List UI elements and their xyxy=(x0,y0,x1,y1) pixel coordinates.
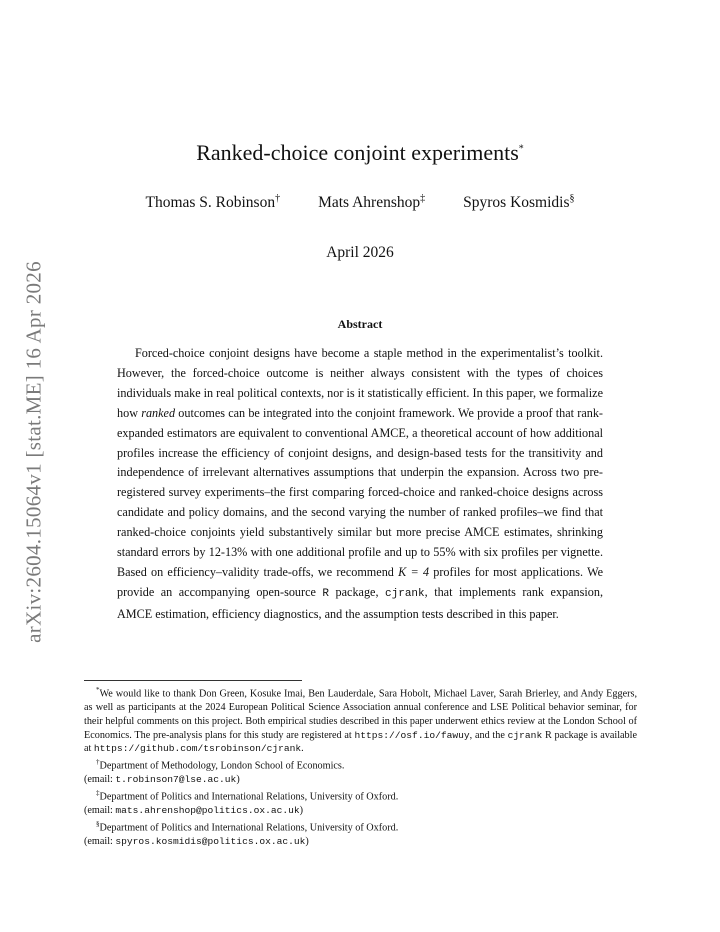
footnote-mark: † xyxy=(96,757,100,766)
abstract-emphasis: ranked xyxy=(141,405,176,420)
footnote-mark: § xyxy=(96,819,100,828)
paper-title xyxy=(0,140,720,166)
affiliation-text: Department of Politics and International Relations, University of Oxford. xyxy=(99,821,399,833)
footnote-code: cjrank xyxy=(507,729,543,741)
affiliation-text: Department of Methodology, London School of Economics. xyxy=(99,760,345,772)
email-address[interactable]: spyros.kosmidis@politics.ox.ac.uk xyxy=(115,835,306,847)
footnote-mark: * xyxy=(96,686,100,694)
publication-date: April 2026 xyxy=(326,244,394,261)
footnote-text: , and the xyxy=(469,729,508,741)
author-mark: ‡ xyxy=(420,193,426,204)
author-mark: † xyxy=(275,193,281,204)
footnote-affiliation xyxy=(84,787,637,804)
abstract-math: K = 4 xyxy=(398,564,430,579)
footnote-email xyxy=(84,835,637,849)
footnote-affiliation xyxy=(84,756,637,773)
arxiv-identifier: arXiv:2604.15064v1 [stat.ME] 16 Apr 2026 xyxy=(21,261,46,643)
author xyxy=(463,193,574,212)
author-name: Mats Ahrenshop xyxy=(318,194,421,212)
github-link[interactable]: https://github.com/tsrobinson/cjrank xyxy=(93,743,302,755)
footnote-rule xyxy=(84,680,302,681)
abstract-code: R xyxy=(322,587,330,600)
footnote-email xyxy=(84,773,637,787)
title-footnote-mark: * xyxy=(518,143,524,155)
footnote-text: . xyxy=(301,743,304,755)
abstract-text: , that implements rank expansion, AMCE estimation, efficiency diagnostics, and the assumption tests described in this paper. xyxy=(117,584,604,621)
email-close: ) xyxy=(305,835,309,847)
footnotes xyxy=(84,684,637,848)
author xyxy=(318,193,425,212)
footnote-mark: ‡ xyxy=(96,788,100,797)
abstract-code: cjrank xyxy=(385,587,425,600)
footnote-text: We would like to thank Don Green, Kosuke Imai, Ben Lauderdale, Sara Hobolt, Michael Laver, Sarah Brierley, and Andy Eggers, as well as participants at the 2024 European Political Science Association annual conference and LSE Political behavior seminar, for their helpful comments on this project. Both empirical studies described in this paper underwent ethics review at the London School of Economics. The pre-analysis plans for this study are registered at xyxy=(84,688,637,741)
author-name: Thomas S. Robinson xyxy=(145,194,276,212)
email-label: (email: xyxy=(84,774,116,785)
author-list xyxy=(0,193,720,212)
author-mark: § xyxy=(569,193,575,204)
email-label: (email: xyxy=(84,804,116,816)
abstract-text: profiles for most applications. We provide an accompanying open-source xyxy=(117,564,604,599)
email-address[interactable]: t.robinson7@lse.ac.uk xyxy=(115,774,237,785)
affiliation-text: Department of Politics and International Relations, University of Oxford. xyxy=(99,791,399,803)
footnote-affiliation xyxy=(84,818,637,835)
author xyxy=(145,193,280,212)
osf-link[interactable]: https://osf.io/fawuy xyxy=(354,729,470,741)
email-close: ) xyxy=(299,804,304,816)
email-close: ) xyxy=(236,774,240,785)
footnote-email xyxy=(84,804,637,818)
footnote-text: R package is available at xyxy=(84,729,637,755)
abstract-text: Forced-choice conjoint designs have become a staple method in the experimentalist’s toolkit. However, the forced-choice outcome is neither always consistent with the types of choices individuals make in real political contexts, nor is it statistically efficient. In this paper, we formalize how xyxy=(117,346,603,420)
email-label: (email: xyxy=(84,835,116,847)
abstract-text: package, xyxy=(329,584,386,599)
footnote-acknowledgements xyxy=(84,684,637,756)
abstract-text: outcomes can be integrated into the conjoint framework. We provide a proof that rank-expanded estimators are equivalent to conventional AMCE, a theoretical account of how additional profiles increase the efficiency of conjoint designs, and design-based tests for the transitivity and independence of irrelevant alternatives assumptions that underpin the expansion. Across two pre-registered survey experiments–the first comparing forced-choice and ranked-choice designs across candidate and policy domains, and the second varying the number of ranked profiles–we find that ranked-choice conjoints yield substantively similar but more precise AMCE estimates, shrinking standard errors by 12-13% with one additional profile and up to 55% with six profiles per vignette. Based on efficiency–validity trade-offs, we recommend xyxy=(117,405,603,579)
abstract-heading: Abstract xyxy=(337,317,383,331)
arxiv-sidebar xyxy=(20,252,48,652)
title-text: Ranked-choice conjoint experiments xyxy=(196,140,519,165)
email-address[interactable]: mats.ahrenshop@politics.ox.ac.uk xyxy=(115,804,300,816)
abstract-body xyxy=(117,344,603,625)
author-name: Spyros Kosmidis xyxy=(463,194,570,212)
